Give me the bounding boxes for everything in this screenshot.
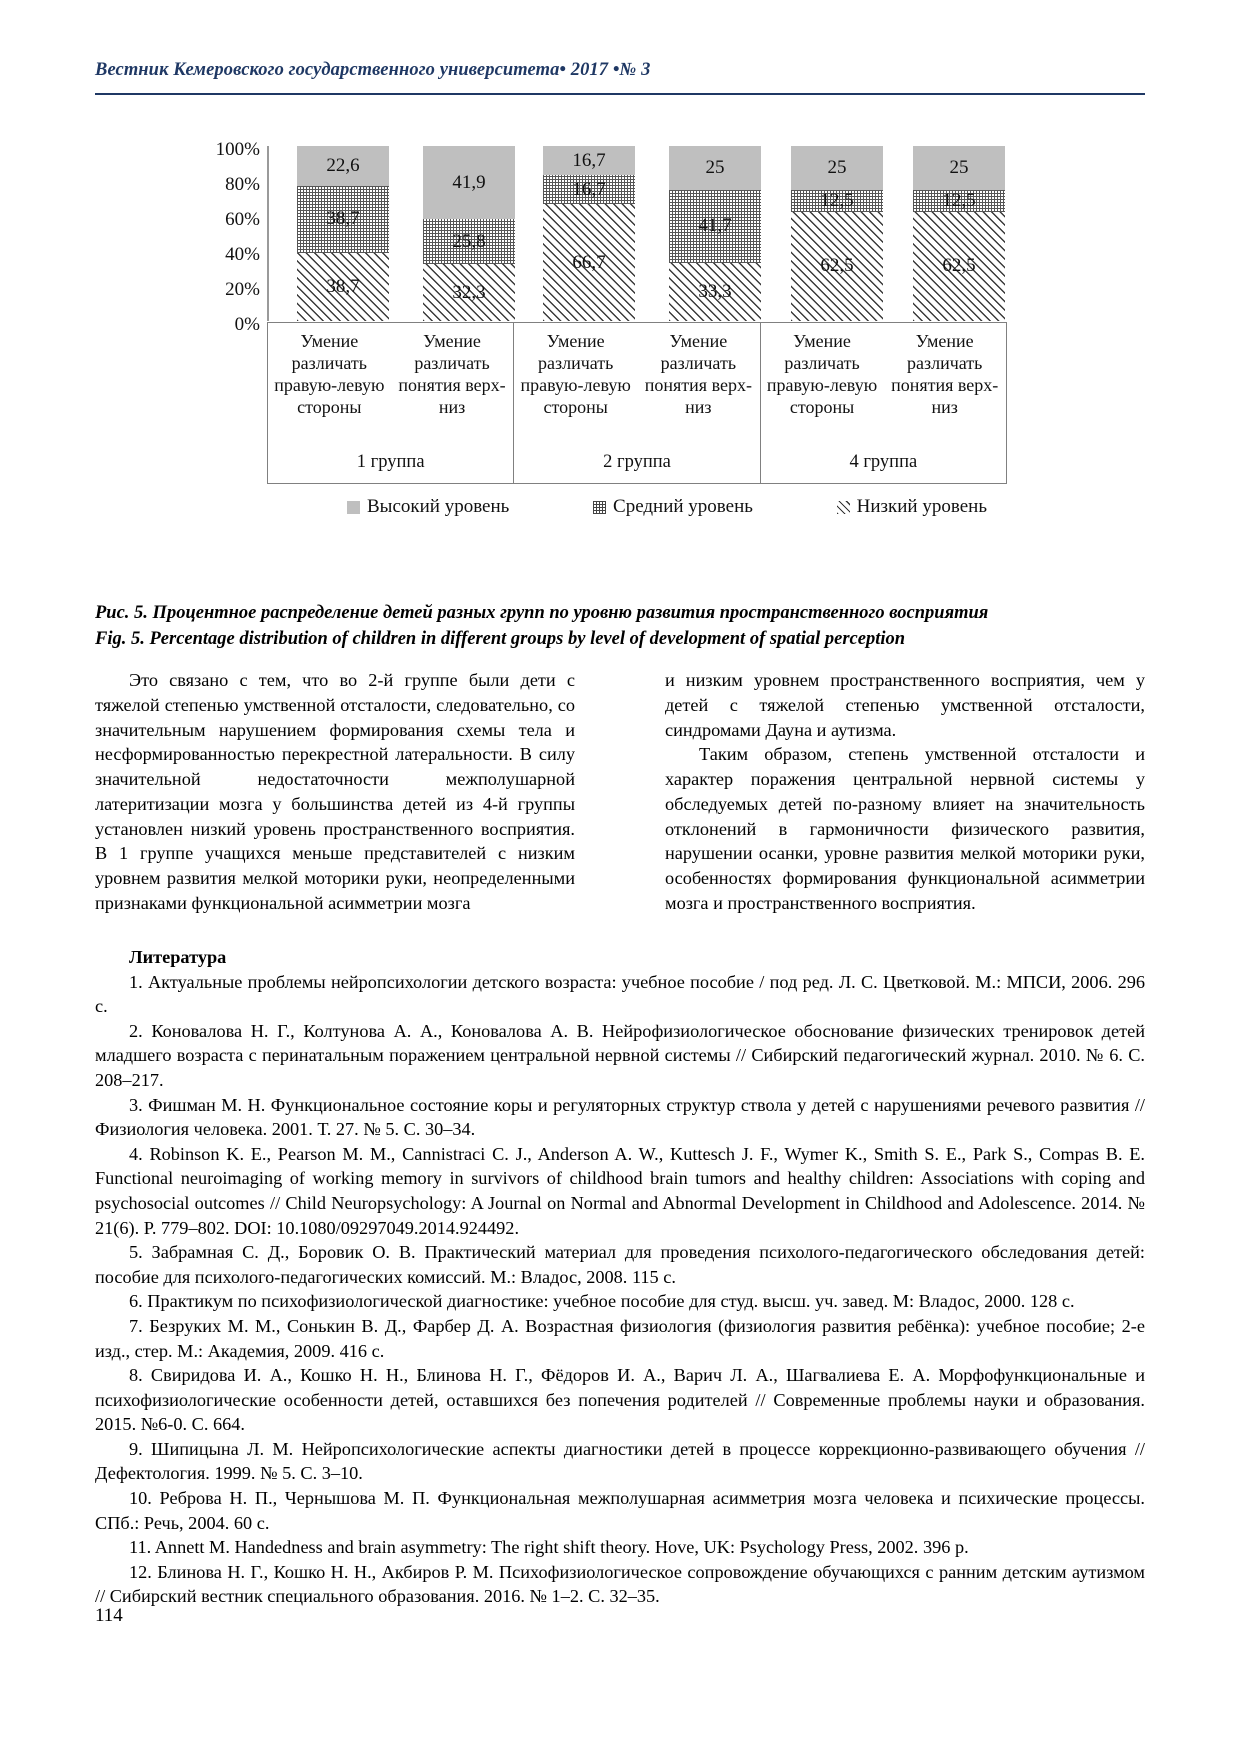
reference-item: 11. Annett M. Handedness and brain asymmetry: The right shift theory. Hove, UK: Psychology Press, 2002. 396 p. — [129, 1537, 969, 1558]
x-category-label: Умение различать правую-левую стороны — [274, 331, 385, 417]
x-category-label: Умение различать понятия верх-низ — [891, 331, 999, 417]
legend-swatch-high-icon — [347, 501, 360, 514]
body-column-left — [95, 668, 575, 916]
chart-plot-area — [95, 130, 1145, 530]
legend-swatch-low-icon — [837, 501, 850, 514]
y-axis-line — [267, 146, 269, 321]
x-category-label: Умение различать правую-левую стороны — [513, 323, 637, 441]
segment-low: 32,3 — [423, 264, 515, 321]
body-column-right — [665, 668, 1145, 916]
x-category-label: Умение различать понятия верх-низ — [644, 331, 752, 417]
x-category-label: Умение различать понятия верх-низ — [398, 331, 506, 417]
y-tick-80: 80% — [225, 174, 260, 195]
segment-low: 62,5 — [791, 212, 883, 321]
segment-low: 38,7 — [297, 253, 389, 321]
legend-swatch-mid-icon — [593, 501, 606, 514]
figure-5 — [95, 130, 1145, 570]
segment-low: 33,3 — [669, 263, 761, 321]
y-tick-20: 20% — [225, 279, 260, 300]
x-group-label: 1 группа — [356, 452, 425, 472]
reference-item: 7. Безруких М. М., Сонькин В. Д., Фарбер Д. А. Возрастная физиология (физиология развития ребёнка): учебное пособие; 2-е изд., стер. М.: Академия, 2009. 416 с. — [95, 1315, 1145, 1361]
reference-item: 1. Актуальные проблемы нейропсихологии детского возраста: учебное пособие / под ред. Л. С. Цветковой. М.: МПСИ, 2006. 296 с. — [95, 971, 1145, 1017]
chart-bars — [273, 146, 1007, 321]
references-title: Литература — [129, 947, 227, 967]
body-paragraph: и низким уровнем пространственного восприятия, чем у детей с тяжелой степенью умственной отсталости, синдромами Дауна и аутизма. — [665, 670, 1145, 740]
reference-item: 10. Реброва Н. П., Чернышова М. П. Функциональная межполушарная асимметрия мозга человека и психические процессы. СПб.: Речь, 2004. 60 с. — [95, 1488, 1145, 1533]
segment-mid: 41,7 — [669, 190, 761, 263]
segment-high: 25 — [669, 146, 761, 190]
references-section — [95, 945, 1145, 1609]
figure-caption-ru: Рис. 5. Процентное распределение детей разных групп по уровню развития пространственного восприятия — [95, 603, 989, 623]
y-tick-100: 100% — [215, 139, 260, 160]
bar-group2-left-right — [543, 146, 635, 321]
segment-mid: 25,8 — [423, 219, 515, 264]
y-tick-40: 40% — [225, 244, 260, 265]
legend-item-low — [837, 496, 987, 518]
reference-item: 3. Фишман М. Н. Функциональное состояние коры и регуляторных структур ствола у детей с нарушениями речевого развития // Физиология человека. 2001. Т. 27. № 5. С. 30–34. — [95, 1094, 1145, 1140]
reference-item: 4. Robinson K. E., Pearson M. M., Cannistraci C. J., Anderson A. W., Kuttesch J. F., Wymer K., Smith S. E., Park S., Compas B. E. Functional neuroimaging of working memory in survivors of childhood brain tumors and healthy children: Associations with coping and psychosocial outcomes // Child Neuropsychology: A Journal on Normal and Abnormal Development in Childhood and Adolescence. 2014. № 21(6). P. 779–802. DOI: 10.1080/09297049.2014.924492. — [95, 1143, 1145, 1238]
running-head-rule — [95, 93, 1145, 95]
figure-caption-en: Fig. 5. Percentage distribution of children in different groups by level of development of spatial perception — [95, 629, 906, 649]
legend-label: Низкий уровень — [856, 496, 987, 517]
x-category-label: Умение различать правую-левую стороны — [760, 323, 884, 441]
bar-group4-up-down — [913, 146, 1005, 321]
reference-item: 2. Коновалова Н. Г., Колтунова А. А., Коновалова А. В. Нейрофизиологическое обоснование физических тренировок детей младшего возраста с перинатальным поражением центральной нервной системы // Сибирский педагогический журнал. 2010. № 6. С. 208–217. — [95, 1020, 1145, 1090]
reference-item: 8. Свиридова И. А., Кошко Н. Н., Блинова Н. Г., Фёдоров И. А., Варич Л. А., Шагвалиева Е. А. Морфофункциональные и психофизиологические особенности детей, оставшихся без попечения родителей // Современные проблемы науки и образования. 2015. №6-0. С. 664. — [95, 1365, 1145, 1435]
reference-item: 9. Шипицына Л. М. Нейропсихологические аспекты диагностики детей в процессе коррекционно-развивающего обучения // Дефектология. 1999. № 5. С. 3–10. — [95, 1438, 1145, 1484]
x-axis-category-row — [268, 323, 1006, 441]
x-axis-group-row — [268, 441, 1006, 484]
x-group-label: 2 группа — [513, 441, 759, 484]
chart-legend — [267, 492, 1007, 522]
reference-item: 5. Забрамная С. Д., Боровик О. В. Практический материал для проведения психолого-педагогического обследования детей: пособие для психолого-педагогических комиссий. М.: Владос, 2008. 115 с. — [95, 1242, 1145, 1287]
segment-high: 41,9 — [423, 146, 515, 219]
segment-mid: 12,5 — [913, 190, 1005, 212]
legend-item-mid — [593, 496, 753, 518]
bar-group2-up-down — [669, 146, 761, 321]
segment-low: 66,7 — [543, 204, 635, 321]
legend-label: Средний уровень — [613, 496, 753, 517]
segment-mid: 16,7 — [543, 175, 635, 204]
page-number: 114 — [95, 1605, 123, 1626]
y-tick-0: 0% — [234, 314, 260, 335]
y-tick-60: 60% — [225, 209, 260, 230]
bar-group1-up-down — [423, 146, 515, 321]
running-head: Вестник Кемеровского государственного университета• 2017 •№ 3 — [95, 60, 651, 80]
segment-high: 25 — [913, 146, 1005, 190]
body-paragraph: Таким образом, степень умственной отсталости и характер поражения центральной нервной системы у обследуемых детей по-разному влияет на значительность отклонений в гармоничности физического развития, нарушении осанки, уровне развития мелкой моторики руки, особенностях формирования функциональной асимметрии мозга и пространственного восприятия. — [665, 744, 1145, 914]
x-group-label: 4 группа — [760, 441, 1006, 484]
legend-label: Высокий уровень — [367, 496, 510, 517]
segment-high: 22,6 — [297, 146, 389, 186]
reference-item: 12. Блинова Н. Г., Кошко Н. Н., Акбиров Р. М. Психофизиологическое сопровождение обучающихся с ранним детским аутизмом // Сибирский вестник специального образования. 2016. № 1–2. С. 32–35. — [95, 1561, 1145, 1607]
segment-high: 25 — [791, 146, 883, 190]
segment-mid: 12,5 — [791, 190, 883, 212]
reference-item: 6. Практикум по психофизиологической диагностике: учебное пособие для студ. высш. уч. завед. М: Владос, 2000. 128 с. — [129, 1291, 1075, 1312]
y-axis-tick-labels — [155, 139, 260, 335]
segment-low: 62,5 — [913, 212, 1005, 321]
bar-group1-left-right — [297, 146, 389, 321]
bar-group4-left-right — [791, 146, 883, 321]
x-axis-category-table — [267, 322, 1007, 484]
segment-high: 16,7 — [543, 146, 635, 175]
body-paragraph: Это связано с тем, что во 2-й группе были дети с тяжелой степенью умственной отсталости, следовательно, со значительным нарушением формирования схемы тела и несформированностью перекрестной латеральности. В силу значительной недостаточности межполушарной латеритизации мозга у большинства детей из 4-й группы установлен низкий уровень пространственного восприятия. В 1 группе учащихся меньше представителей с низким уровнем развития мелкой моторики руки, неопределенными признаками функциональной асимметрии мозга — [95, 670, 575, 914]
legend-item-high — [347, 496, 509, 518]
body-text — [95, 668, 1145, 914]
segment-mid: 38,7 — [297, 186, 389, 254]
